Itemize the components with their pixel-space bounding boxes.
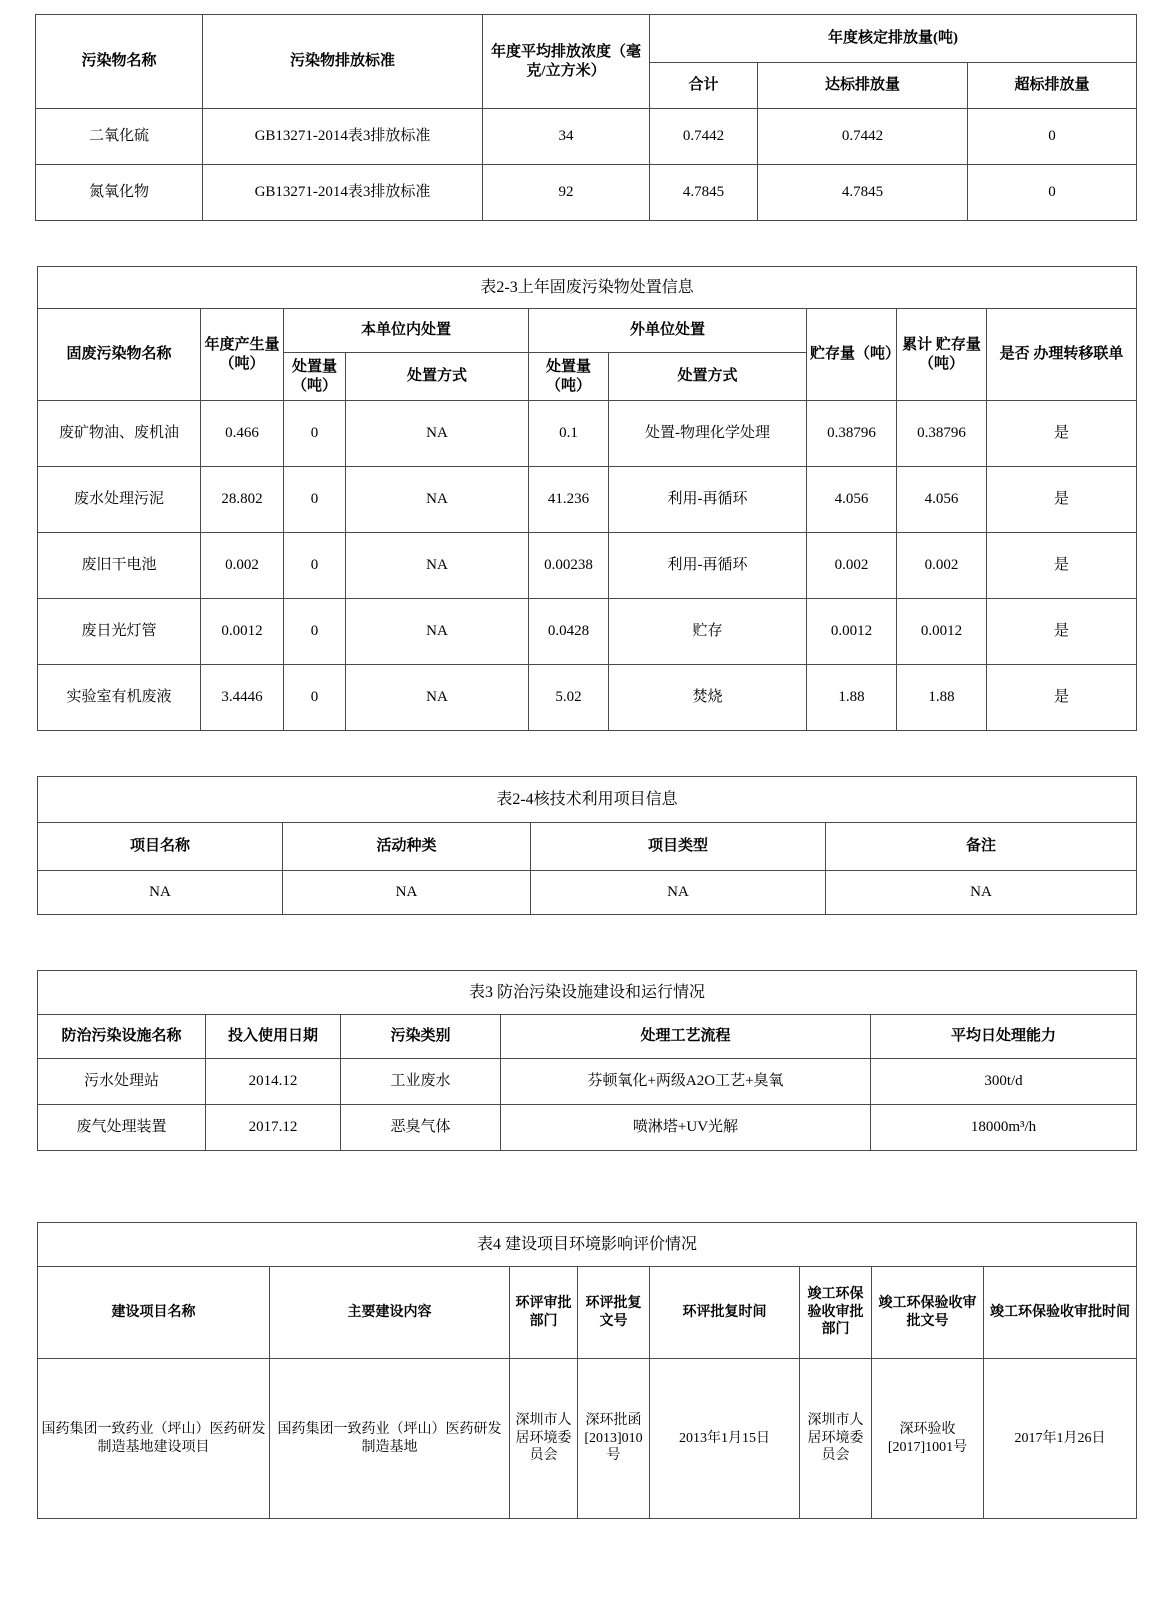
table-row bbox=[36, 109, 1137, 165]
cell-storage: 0.002 bbox=[807, 533, 897, 599]
cell-acceptance-dept: 深圳市人居环境委员会 bbox=[800, 1359, 872, 1519]
header-transfer-form: 是否 办理转移联单 bbox=[987, 309, 1137, 401]
facility-table-block bbox=[37, 970, 1136, 1151]
cell-annual-generation: 0.0012 bbox=[201, 599, 284, 665]
cell-cumulative-storage: 4.056 bbox=[897, 467, 987, 533]
cell-concentration: 92 bbox=[483, 165, 650, 221]
cell-approval-doc-no: 深环批函[2013]010号 bbox=[578, 1359, 650, 1519]
header-project-type: 项目类型 bbox=[531, 823, 826, 871]
emission-header-row-1 bbox=[36, 15, 1137, 63]
nuclear-table-title: 表2-4核技术利用项目信息 bbox=[38, 777, 1137, 823]
cell-internal-method: NA bbox=[346, 401, 529, 467]
cell-pollutant-name: 二氧化硫 bbox=[36, 109, 203, 165]
cell-storage: 4.056 bbox=[807, 467, 897, 533]
table-row bbox=[38, 467, 1137, 533]
cell-internal-amount: 0 bbox=[284, 467, 346, 533]
cell-transfer-form: 是 bbox=[987, 665, 1137, 731]
cell-external-amount: 0.0428 bbox=[529, 599, 609, 665]
cell-storage: 1.88 bbox=[807, 665, 897, 731]
header-approval-date: 环评批复时间 bbox=[650, 1267, 800, 1359]
cell-storage: 0.38796 bbox=[807, 401, 897, 467]
cell-internal-amount: 0 bbox=[284, 533, 346, 599]
header-remark: 备注 bbox=[826, 823, 1137, 871]
eia-table-title: 表4 建设项目环境影响评价情况 bbox=[38, 1223, 1137, 1267]
header-pollution-category: 污染类别 bbox=[341, 1015, 501, 1059]
header-total: 合计 bbox=[650, 63, 758, 109]
cell-annual-generation: 3.4446 bbox=[201, 665, 284, 731]
header-annual-generation: 年度产生量（吨） bbox=[201, 309, 284, 401]
table-row bbox=[38, 401, 1137, 467]
header-facility-name: 防治污染设施名称 bbox=[38, 1015, 206, 1059]
header-acceptance-dept: 竣工环保验收审批部门 bbox=[800, 1267, 872, 1359]
header-approval-doc-no: 环评批复文号 bbox=[578, 1267, 650, 1359]
header-project-name: 建设项目名称 bbox=[38, 1267, 270, 1359]
header-approval-dept: 环评审批部门 bbox=[510, 1267, 578, 1359]
solid-waste-table bbox=[37, 266, 1137, 731]
cell-acceptance-doc-no: 深环验收[2017]1001号 bbox=[872, 1359, 984, 1519]
cell-project-name: 国药集团一致药业（坪山）医药研发制造基地建设项目 bbox=[38, 1359, 270, 1519]
cell-external-method: 处置-物理化学处理 bbox=[609, 401, 807, 467]
header-avg-concentration: 年度平均排放浓度（毫克/立方米） bbox=[483, 15, 650, 109]
cell-project-name: NA bbox=[38, 871, 283, 915]
facility-title-row bbox=[38, 971, 1137, 1015]
header-pollutant-name: 污染物名称 bbox=[36, 15, 203, 109]
eia-table-block bbox=[37, 1222, 1136, 1519]
header-emission-standard: 污染物排放标准 bbox=[203, 15, 483, 109]
cell-external-amount: 5.02 bbox=[529, 665, 609, 731]
table-row bbox=[38, 533, 1137, 599]
cell-transfer-form: 是 bbox=[987, 599, 1137, 665]
cell-internal-method: NA bbox=[346, 665, 529, 731]
cell-commission-date: 2014.12 bbox=[206, 1059, 341, 1105]
eia-title-row bbox=[38, 1223, 1137, 1267]
cell-internal-amount: 0 bbox=[284, 665, 346, 731]
header-internal-amount: 处置量（吨） bbox=[284, 353, 346, 401]
table-row bbox=[36, 165, 1137, 221]
cell-transfer-form: 是 bbox=[987, 467, 1137, 533]
header-main-content: 主要建设内容 bbox=[270, 1267, 510, 1359]
nuclear-table-block bbox=[37, 776, 1136, 915]
cell-emission-standard: GB13271-2014表3排放标准 bbox=[203, 109, 483, 165]
facility-table-title: 表3 防治污染设施建设和运行情况 bbox=[38, 971, 1137, 1015]
nuclear-header-row bbox=[38, 823, 1137, 871]
cell-concentration: 34 bbox=[483, 109, 650, 165]
table-row bbox=[38, 665, 1137, 731]
cell-facility-name: 污水处理站 bbox=[38, 1059, 206, 1105]
header-activity-type: 活动种类 bbox=[283, 823, 531, 871]
cell-emission-standard: GB13271-2014表3排放标准 bbox=[203, 165, 483, 221]
table-row bbox=[38, 871, 1137, 915]
cell-pollution-category: 工业废水 bbox=[341, 1059, 501, 1105]
header-approved-emission: 年度核定排放量(吨) bbox=[650, 15, 1137, 63]
header-compliant: 达标排放量 bbox=[758, 63, 968, 109]
cell-treatment-process: 芬顿氧化+两级A2O工艺+臭氧 bbox=[501, 1059, 871, 1105]
cell-annual-generation: 28.802 bbox=[201, 467, 284, 533]
cell-daily-capacity: 18000m³/h bbox=[871, 1105, 1137, 1151]
header-acceptance-date: 竣工环保验收审批时间 bbox=[984, 1267, 1137, 1359]
nuclear-title-row bbox=[38, 777, 1137, 823]
cell-compliant: 4.7845 bbox=[758, 165, 968, 221]
solid-waste-table-block bbox=[37, 266, 1136, 731]
cell-project-type: NA bbox=[531, 871, 826, 915]
cell-pollutant-name: 氮氧化物 bbox=[36, 165, 203, 221]
cell-internal-method: NA bbox=[346, 533, 529, 599]
cell-external-method: 利用-再循环 bbox=[609, 467, 807, 533]
cell-waste-name: 废日光灯管 bbox=[38, 599, 201, 665]
cell-external-amount: 0.00238 bbox=[529, 533, 609, 599]
cell-daily-capacity: 300t/d bbox=[871, 1059, 1137, 1105]
cell-total: 4.7845 bbox=[650, 165, 758, 221]
cell-cumulative-storage: 0.38796 bbox=[897, 401, 987, 467]
cell-acceptance-date: 2017年1月26日 bbox=[984, 1359, 1137, 1519]
header-external-method: 处置方式 bbox=[609, 353, 807, 401]
table-row bbox=[38, 1105, 1137, 1151]
cell-annual-generation: 0.466 bbox=[201, 401, 284, 467]
facility-table bbox=[37, 970, 1137, 1151]
cell-excess: 0 bbox=[968, 165, 1137, 221]
cell-waste-name: 废旧干电池 bbox=[38, 533, 201, 599]
cell-external-method: 利用-再循环 bbox=[609, 533, 807, 599]
table-row bbox=[38, 1359, 1137, 1519]
header-project-name: 项目名称 bbox=[38, 823, 283, 871]
header-external-disposal: 外单位处置 bbox=[529, 309, 807, 353]
facility-header-row bbox=[38, 1015, 1137, 1059]
cell-compliant: 0.7442 bbox=[758, 109, 968, 165]
solid-waste-table-title: 表2-3上年固废污染物处置信息 bbox=[38, 267, 1137, 309]
cell-cumulative-storage: 0.002 bbox=[897, 533, 987, 599]
header-cumulative-storage: 累计 贮存量（吨） bbox=[897, 309, 987, 401]
cell-storage: 0.0012 bbox=[807, 599, 897, 665]
cell-commission-date: 2017.12 bbox=[206, 1105, 341, 1151]
cell-external-amount: 41.236 bbox=[529, 467, 609, 533]
cell-external-method: 焚烧 bbox=[609, 665, 807, 731]
table-row bbox=[38, 599, 1137, 665]
header-external-amount: 处置量（吨） bbox=[529, 353, 609, 401]
cell-approval-dept: 深圳市人居环境委员会 bbox=[510, 1359, 578, 1519]
cell-cumulative-storage: 0.0012 bbox=[897, 599, 987, 665]
header-internal-disposal: 本单位内处置 bbox=[284, 309, 529, 353]
cell-activity-type: NA bbox=[283, 871, 531, 915]
cell-cumulative-storage: 1.88 bbox=[897, 665, 987, 731]
cell-transfer-form: 是 bbox=[987, 401, 1137, 467]
cell-transfer-form: 是 bbox=[987, 533, 1137, 599]
nuclear-table bbox=[37, 776, 1137, 915]
cell-internal-amount: 0 bbox=[284, 599, 346, 665]
eia-table bbox=[37, 1222, 1137, 1519]
cell-treatment-process: 喷淋塔+UV光解 bbox=[501, 1105, 871, 1151]
cell-internal-amount: 0 bbox=[284, 401, 346, 467]
emission-table bbox=[35, 14, 1137, 221]
cell-approval-date: 2013年1月15日 bbox=[650, 1359, 800, 1519]
table-row bbox=[38, 1059, 1137, 1105]
cell-facility-name: 废气处理装置 bbox=[38, 1105, 206, 1151]
cell-excess: 0 bbox=[968, 109, 1137, 165]
header-daily-capacity: 平均日处理能力 bbox=[871, 1015, 1137, 1059]
cell-internal-method: NA bbox=[346, 599, 529, 665]
header-waste-name: 固废污染物名称 bbox=[38, 309, 201, 401]
cell-internal-method: NA bbox=[346, 467, 529, 533]
solid-waste-header-row-1 bbox=[38, 309, 1137, 353]
header-treatment-process: 处理工艺流程 bbox=[501, 1015, 871, 1059]
cell-annual-generation: 0.002 bbox=[201, 533, 284, 599]
cell-main-content: 国药集团一致药业（坪山）医药研发制造基地 bbox=[270, 1359, 510, 1519]
header-commission-date: 投入使用日期 bbox=[206, 1015, 341, 1059]
cell-waste-name: 实验室有机废液 bbox=[38, 665, 201, 731]
cell-pollution-category: 恶臭气体 bbox=[341, 1105, 501, 1151]
cell-waste-name: 废矿物油、废机油 bbox=[38, 401, 201, 467]
header-excess: 超标排放量 bbox=[968, 63, 1137, 109]
emission-table-block bbox=[35, 14, 1136, 221]
header-storage: 贮存量（吨） bbox=[807, 309, 897, 401]
cell-external-amount: 0.1 bbox=[529, 401, 609, 467]
header-acceptance-doc-no: 竣工环保验收审批文号 bbox=[872, 1267, 984, 1359]
eia-header-row bbox=[38, 1267, 1137, 1359]
header-internal-method: 处置方式 bbox=[346, 353, 529, 401]
cell-total: 0.7442 bbox=[650, 109, 758, 165]
solid-waste-title-row bbox=[38, 267, 1137, 309]
cell-external-method: 贮存 bbox=[609, 599, 807, 665]
cell-remark: NA bbox=[826, 871, 1137, 915]
cell-waste-name: 废水处理污泥 bbox=[38, 467, 201, 533]
